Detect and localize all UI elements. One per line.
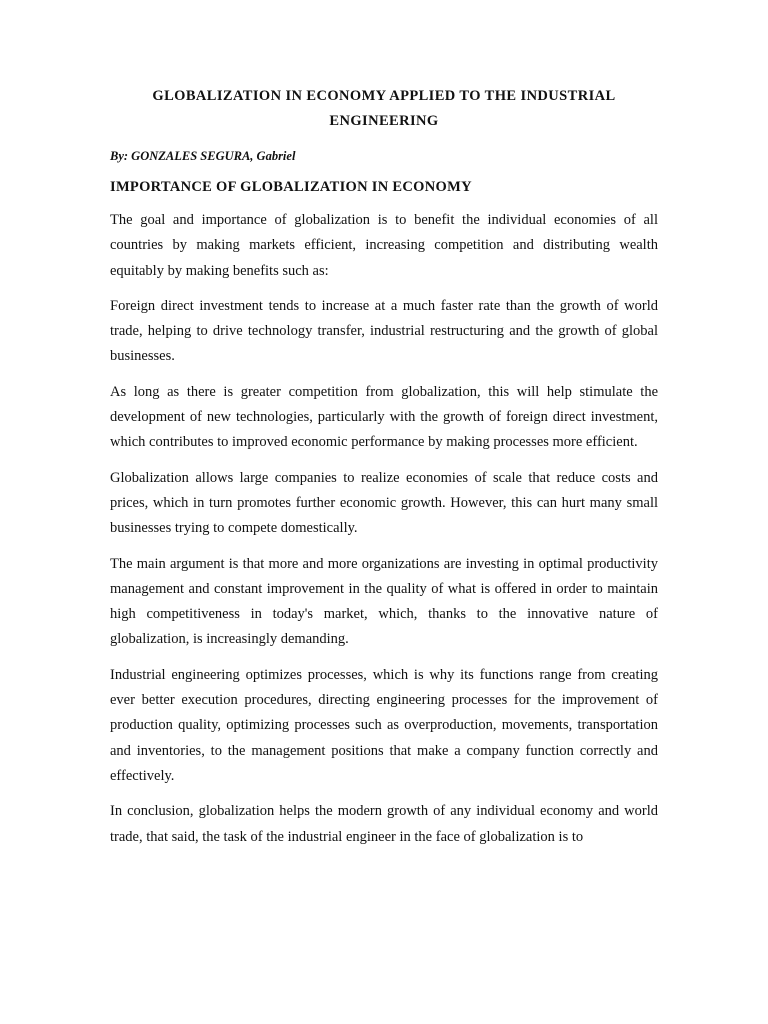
- paragraph-7: In conclusion, globalization helps the modern growth of any individual economy and world trade, that said, the task of the industrial engineer in the face of globalization is to: [110, 803, 658, 845]
- author-byline: By: GONZALES SEGURA, Gabriel: [110, 149, 296, 163]
- paragraph-2: Foreign direct investment tends to increase at a much faster rate than the growth of world trade, helping to drive technology transfer, industrial restructuring and the growth of global businesses.: [110, 297, 658, 365]
- document-title: GLOBALIZATION IN ECONOMY APPLIED TO THE INDUSTRIAL ENGINEERING: [152, 88, 616, 129]
- paragraph-1: The goal and importance of globalization is to benefit the individual economies of all countries by making markets efficient, increasing competition and distributing wealth equitably by making benefits such as:: [110, 212, 658, 279]
- section-heading: IMPORTANCE OF GLOBALIZATION IN ECONOMY: [110, 179, 472, 195]
- paragraph-6: Industrial engineering optimizes processes, which is why its functions range from creating ever better execution procedures, directing engineering processes for the improvement of production quality, optimizing processes such as overproduction, movements, transportation and inventories, to the management positions that make a company function correctly and effectively.: [110, 666, 658, 784]
- paragraph-3: As long as there is greater competition from globalization, this will help stimulate the development of new technologies, particularly with the growth of foreign direct investment, which contributes to improved economic performance by making processes more efficient.: [110, 383, 658, 451]
- document-page: [110, 84, 658, 850]
- paragraph-5: The main argument is that more and more organizations are investing in optimal productivity management and constant improvement in the quality of what is offered in order to maintain high competitiveness in today's market, which, thanks to the innovative nature of globalization, is increasingly demanding.: [110, 555, 658, 648]
- paragraph-4: Globalization allows large companies to realize economies of scale that reduce costs and prices, which in turn promotes further economic growth. However, this can hurt many small businesses trying to compete domestically.: [110, 469, 658, 537]
